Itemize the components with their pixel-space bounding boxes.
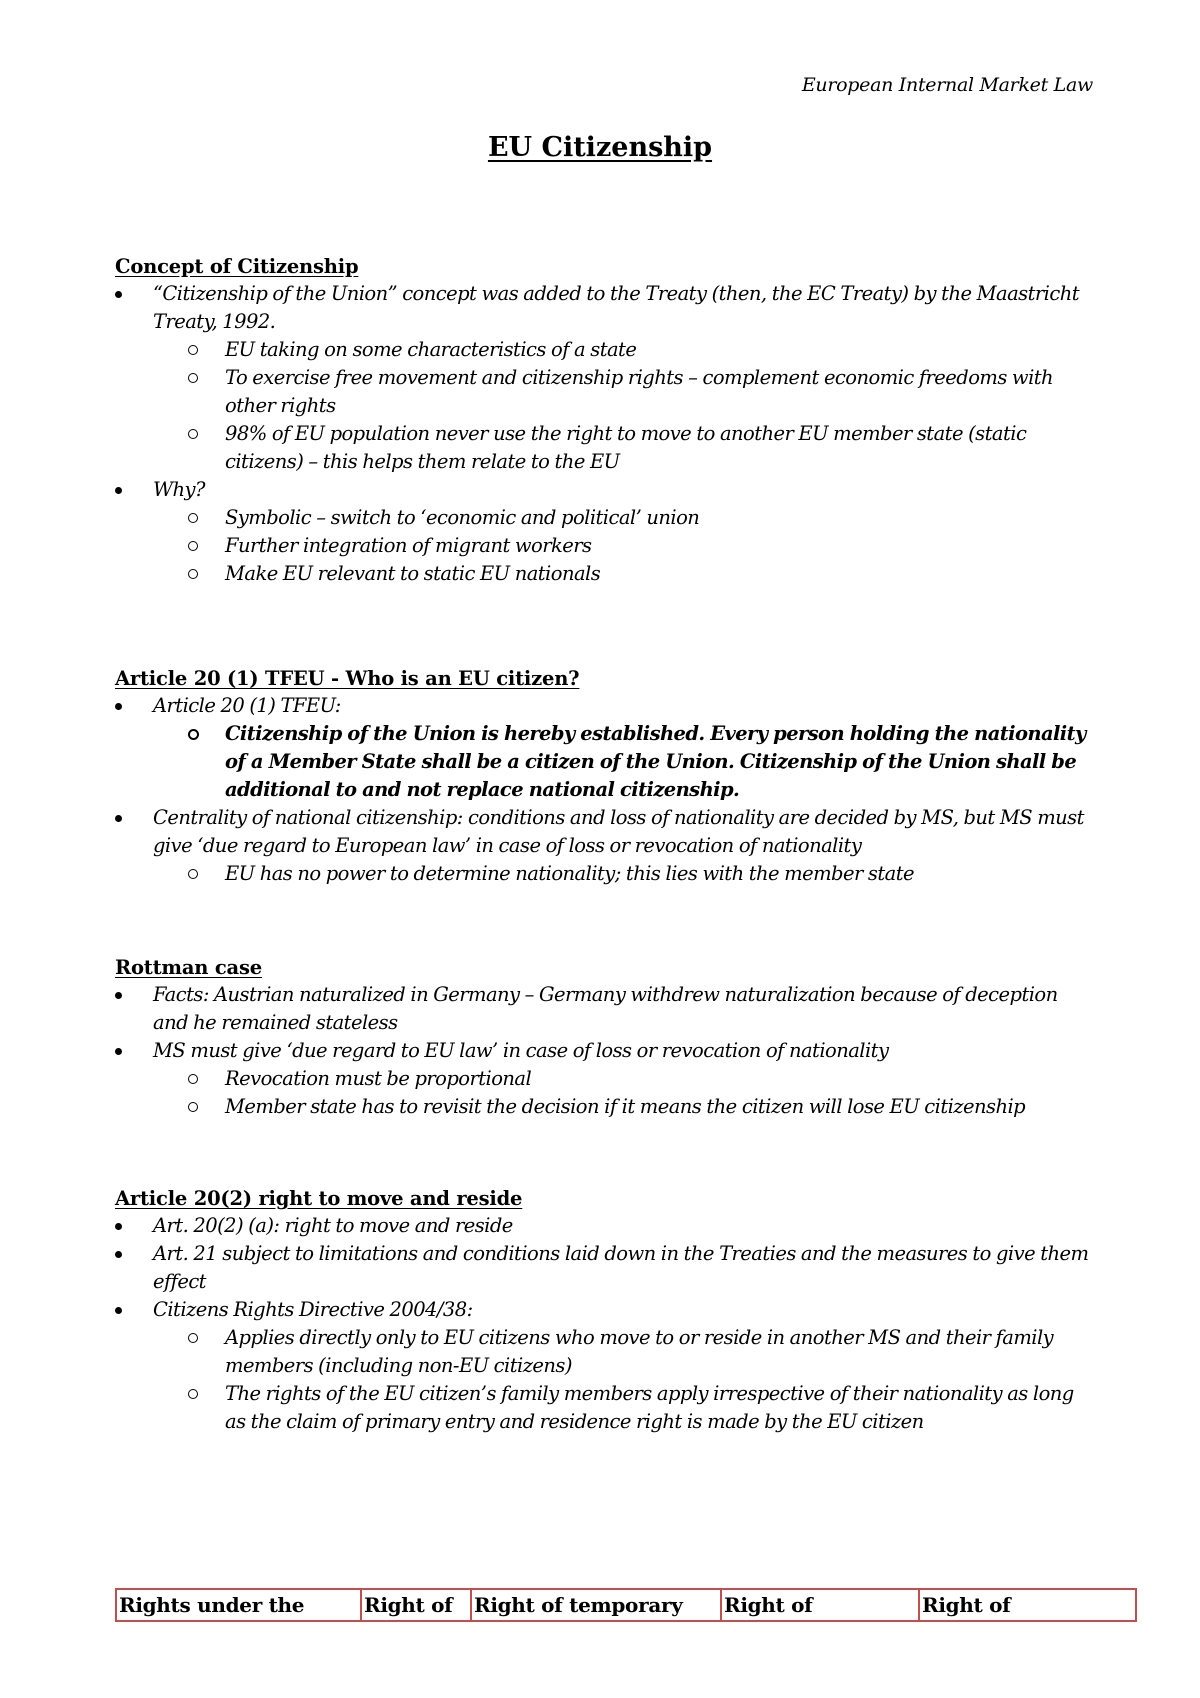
circle-bullet-icon xyxy=(188,569,198,579)
list-item xyxy=(115,981,1095,1037)
sub-list-item xyxy=(115,1380,1095,1436)
table-header-cell: Right of xyxy=(922,1593,1011,1617)
table-header-cell: Right of xyxy=(362,1590,472,1620)
sub-bullet-text: Further integration of migrant workers xyxy=(225,534,592,557)
sub-bullet-text: Applies directly only to EU citizens who move to or reside in another MS and their family members (including non-EU citizens) xyxy=(225,1326,1054,1377)
sub-bullet-text: The rights of the EU citizen’s family members apply irrespective of their nationality as long as the claim of primary entry and residence right is made by the EU citizen xyxy=(225,1382,1074,1433)
bullet-text: Citizens Rights Directive 2004/38: xyxy=(153,1298,473,1321)
sub-list-item xyxy=(115,364,1095,420)
sub-bullet-text: Make EU relevant to static EU nationals xyxy=(225,562,601,585)
list-item xyxy=(115,280,1095,336)
rights-table-header-row xyxy=(115,1588,1137,1622)
sub-bullet-text: EU taking on some characteristics of a state xyxy=(225,338,637,361)
bullet-icon xyxy=(115,992,122,999)
list-item xyxy=(115,692,1095,720)
circle-bullet-icon xyxy=(188,541,198,551)
bullet-icon xyxy=(115,1048,122,1055)
treaty-quote: Citizenship of the Union is hereby established. Every person holding the nationality of a Member State shall be a citizen of the Union. Citizenship of the Union shall be additional to and not replace national citizenship. xyxy=(225,722,1086,801)
bullet-icon xyxy=(115,815,122,822)
bullet-icon xyxy=(115,1251,122,1258)
sub-list-item xyxy=(115,720,1095,804)
sub-bullet-text: To exercise free movement and citizenship rights – complement economic freedoms with other rights xyxy=(225,366,1054,417)
sub-list-item xyxy=(115,860,1095,888)
bullet-icon xyxy=(115,1307,122,1314)
sub-bullet-text: Member state has to revisit the decision if it means the citizen will lose EU citizenship xyxy=(225,1095,1026,1118)
list-item xyxy=(115,804,1095,860)
sub-list-item xyxy=(115,504,1095,532)
sub-list-item xyxy=(115,420,1095,476)
bullet-text: MS must give ‘due regard to EU law’ in case of loss or revocation of nationality xyxy=(153,1039,889,1062)
circle-bullet-icon xyxy=(188,729,199,740)
sub-list-item xyxy=(115,560,1095,588)
circle-bullet-icon xyxy=(188,429,198,439)
circle-bullet-icon xyxy=(188,1389,198,1399)
sub-bullet-text: 98% of EU population never use the right to move to another EU member state (static citizens) – this helps them relate to the EU xyxy=(225,422,1027,473)
bullet-text: “Citizenship of the Union” concept was added to the Treaty (then, the EC Treaty) by the Maastricht Treaty, 1992. xyxy=(153,282,1080,333)
table-header-cell: Right of xyxy=(722,1590,920,1620)
circle-bullet-icon xyxy=(188,513,198,523)
sub-list-item xyxy=(115,532,1095,560)
circle-bullet-icon xyxy=(188,1102,198,1112)
section-concept-of-citizenship xyxy=(115,254,1095,588)
sub-list-item xyxy=(115,1093,1095,1121)
table-header-cell: Rights under the xyxy=(117,1590,362,1620)
sub-list-item xyxy=(115,336,1095,364)
section-article-20-1 xyxy=(115,666,1095,888)
list-item xyxy=(115,1037,1095,1065)
bullet-text: Art. 20(2) (a): right to move and reside xyxy=(153,1214,513,1237)
section-heading: Article 20(2) right to move and reside xyxy=(115,1187,523,1210)
sub-bullet-text: EU has no power to determine nationality; this lies with the member state xyxy=(225,862,914,885)
section-article-20-2 xyxy=(115,1186,1095,1436)
bullet-text: Why? xyxy=(153,478,205,501)
circle-bullet-icon xyxy=(188,869,198,879)
list-item xyxy=(115,1212,1095,1240)
circle-bullet-icon xyxy=(188,1074,198,1084)
section-heading: Article 20 (1) TFEU - Who is an EU citizen? xyxy=(115,667,580,690)
circle-bullet-icon xyxy=(188,373,198,383)
bullet-text: Art. 21 subject to limitations and conditions laid down in the Treaties and the measures to give them effect xyxy=(153,1242,1089,1293)
document-title: EU Citizenship xyxy=(487,132,713,163)
bullet-icon xyxy=(115,703,122,710)
sub-list-item xyxy=(115,1065,1095,1093)
circle-bullet-icon xyxy=(188,345,198,355)
section-heading: Rottman case xyxy=(115,956,262,979)
sub-list-item xyxy=(115,1324,1095,1380)
bullet-icon xyxy=(115,1223,122,1230)
list-item xyxy=(115,1240,1095,1296)
bullet-text: Facts: Austrian naturalized in Germany – Germany withdrew naturalization because of deception and he remained stateless xyxy=(153,983,1058,1034)
sub-bullet-text: Symbolic – switch to ‘economic and political’ union xyxy=(225,506,700,529)
sub-bullet-text: Revocation must be proportional xyxy=(225,1067,532,1090)
list-item xyxy=(115,476,1095,504)
section-heading: Concept of Citizenship xyxy=(115,255,359,278)
bullet-icon xyxy=(115,291,122,298)
list-item xyxy=(115,1296,1095,1324)
section-rottman-case xyxy=(115,955,1095,1121)
bullet-text: Centrality of national citizenship: conditions and loss of nationality are decided by MS, but MS must give ‘due regard to European law’ in case of loss or revocation of nationality xyxy=(153,806,1084,857)
bullet-icon xyxy=(115,487,122,494)
circle-bullet-icon xyxy=(188,1333,198,1343)
table-header-cell: Right of temporary xyxy=(472,1590,722,1620)
course-header: European Internal Market Law xyxy=(801,74,1093,96)
bullet-text: Article 20 (1) TFEU: xyxy=(153,694,341,717)
